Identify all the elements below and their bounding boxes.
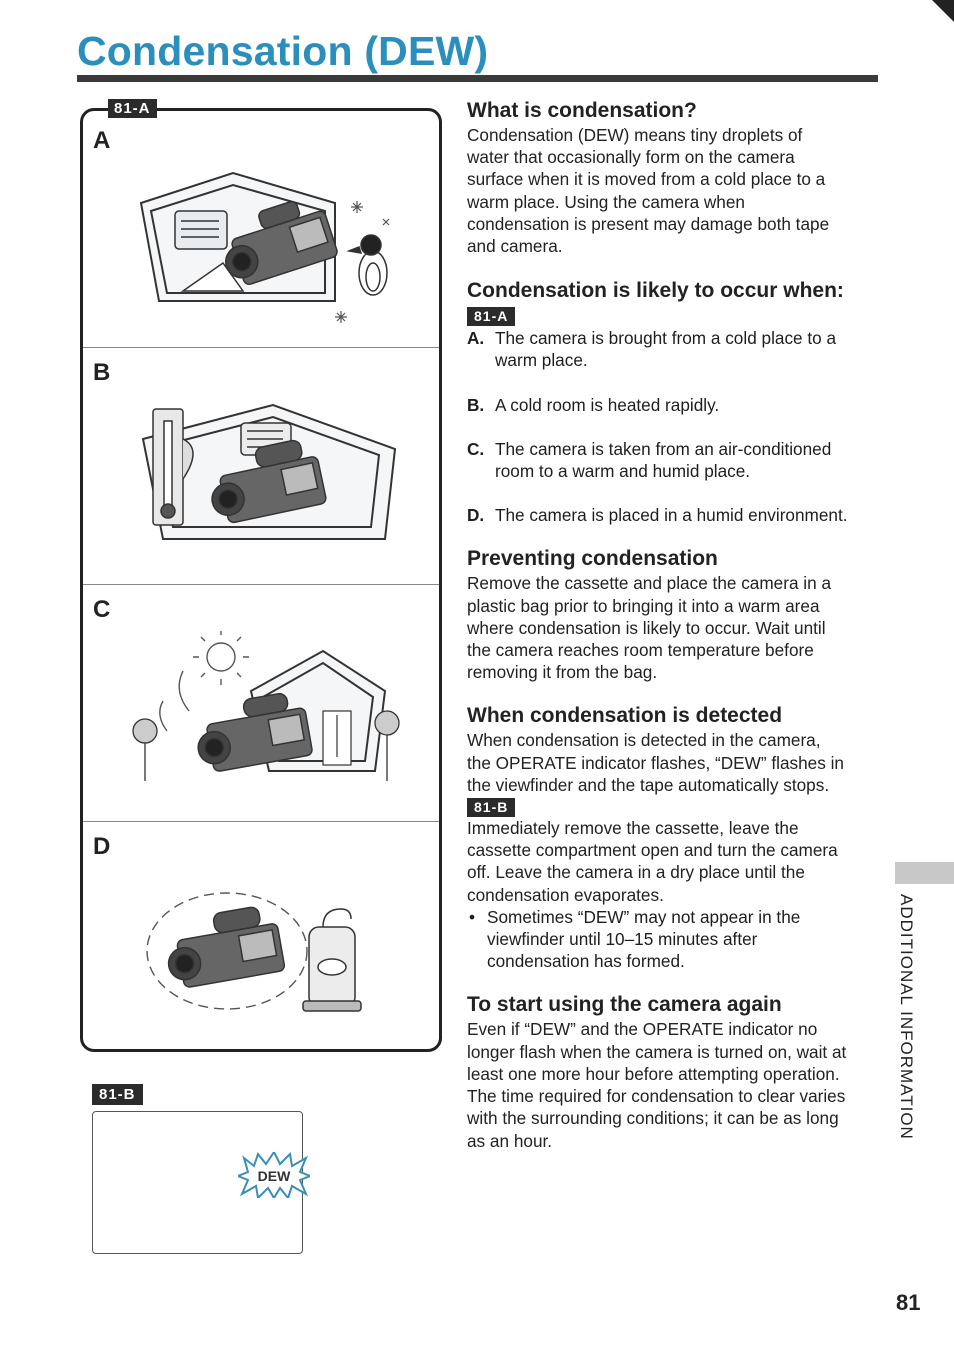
panel-divider xyxy=(83,584,439,585)
bullet-note xyxy=(467,906,882,973)
text-column xyxy=(467,98,882,1152)
text-line: Immediately remove the cassette, leave the xyxy=(467,818,799,839)
panel-divider xyxy=(83,821,439,822)
figure-tag-81a: 81-A xyxy=(108,99,157,118)
heading-likely: Condensation is likely to occur when: xyxy=(467,279,844,303)
panel-letter-a: A xyxy=(93,127,111,154)
page-title: Condensation (DEW) xyxy=(77,28,489,74)
text-line: The camera is taken from an air-conditioned xyxy=(495,438,832,459)
section-tab-marker xyxy=(895,862,954,884)
text-line: the camera reaches room temperature before xyxy=(467,640,814,661)
paragraph-what xyxy=(467,124,882,257)
list-item xyxy=(467,327,882,371)
list-label: A. xyxy=(467,328,485,349)
heading-detected: When condensation is detected xyxy=(467,704,783,728)
list-label: D. xyxy=(467,505,485,526)
text-line: cassette compartment open and turn the camera xyxy=(467,840,838,861)
bullet-icon: • xyxy=(469,906,476,927)
heading-preventing: Preventing condensation xyxy=(467,547,718,571)
humid-place-illustration xyxy=(123,631,413,811)
list-label: C. xyxy=(467,438,485,459)
section-side-label xyxy=(888,894,916,1144)
text-line: water that occasionally form on the camera xyxy=(467,147,795,168)
list-item xyxy=(467,438,882,482)
text-line: and camera. xyxy=(467,236,563,257)
cold-to-warm-illustration xyxy=(123,163,413,343)
text-line: Condensation (DEW) means tiny droplets of xyxy=(467,125,803,145)
text-line: Remove the cassette and place the camera in a xyxy=(467,573,832,594)
paragraph-detected-action xyxy=(467,817,882,906)
panel-divider xyxy=(83,347,439,348)
heated-room-illustration xyxy=(123,399,413,579)
paragraph-preventing xyxy=(467,572,882,683)
text-line: condensation evaporates. xyxy=(467,884,664,905)
panel-letter-d: D xyxy=(93,833,111,860)
text-line: where condensation is likely to occur. Wait until xyxy=(467,617,826,638)
list-item xyxy=(467,504,882,526)
text-line: condensation has formed. xyxy=(487,951,685,972)
dew-indicator-icon xyxy=(238,1152,310,1198)
text-line: removing it from the bag. xyxy=(467,662,658,683)
dew-indicator-label: DEW xyxy=(257,1168,291,1184)
text-line: The camera is placed in a humid environment. xyxy=(495,505,848,526)
text-line: plastic bag prior to bringing it into a warm area xyxy=(467,595,820,616)
humid-environment-illustration xyxy=(123,867,413,1047)
text-line: condensation is present may damage both tape xyxy=(467,213,830,234)
list-item xyxy=(467,394,882,416)
text-line: When condensation is detected in the camera, xyxy=(467,730,821,751)
figure-tag-81a-inline: 81-A xyxy=(467,307,515,326)
text-line: Even if “DEW” and the OPERATE indicator no xyxy=(467,1019,818,1040)
text-line: longer flash when the camera is turned on, wait at xyxy=(467,1041,847,1062)
section-side-label-text: ADDITIONAL INFORMATION xyxy=(897,894,916,1140)
panel-letter-b: B xyxy=(93,359,111,386)
text-line: The camera is brought from a cold place to a xyxy=(495,328,837,349)
text-line: warm place. Using the camera when xyxy=(467,191,745,212)
illustration-panel xyxy=(80,108,442,1052)
heading-start: To start using the camera again xyxy=(467,993,782,1017)
text-line: the OPERATE indicator flashes, “DEW” flashes in xyxy=(467,752,844,773)
panel-letter-c: C xyxy=(93,596,111,623)
paragraph-start xyxy=(467,1018,882,1151)
paragraph-detected xyxy=(467,729,882,796)
text-line: off. Leave the camera in a dry place until the xyxy=(467,862,805,883)
text-line: least one more hour before attempting operation. xyxy=(467,1063,840,1084)
text-line: the viewfinder and the tape automatically stops. xyxy=(467,774,830,795)
text-line: viewfinder until 10–15 minutes after xyxy=(487,929,758,950)
page-corner-mark xyxy=(932,0,954,22)
text-line: surface when it is moved from a cold place to a xyxy=(467,169,826,190)
text-line: room to a warm and humid place. xyxy=(495,461,751,482)
text-line: with the surrounding conditions; it can be as long xyxy=(467,1108,839,1129)
figure-tag-81b: 81-B xyxy=(92,1084,143,1105)
page-number: 81 xyxy=(896,1290,921,1315)
heading-what: What is condensation? xyxy=(467,99,697,122)
text-line: A cold room is heated rapidly. xyxy=(495,394,720,415)
text-line: Sometimes “DEW” may not appear in the xyxy=(487,906,801,927)
text-line: warm place. xyxy=(495,350,588,371)
list-label: B. xyxy=(467,394,485,415)
figure-tag-81b-inline: 81-B xyxy=(467,798,515,817)
text-line: as an hour. xyxy=(467,1130,553,1151)
title-rule xyxy=(77,75,878,82)
text-line: The time required for condensation to clear varies xyxy=(467,1086,846,1107)
